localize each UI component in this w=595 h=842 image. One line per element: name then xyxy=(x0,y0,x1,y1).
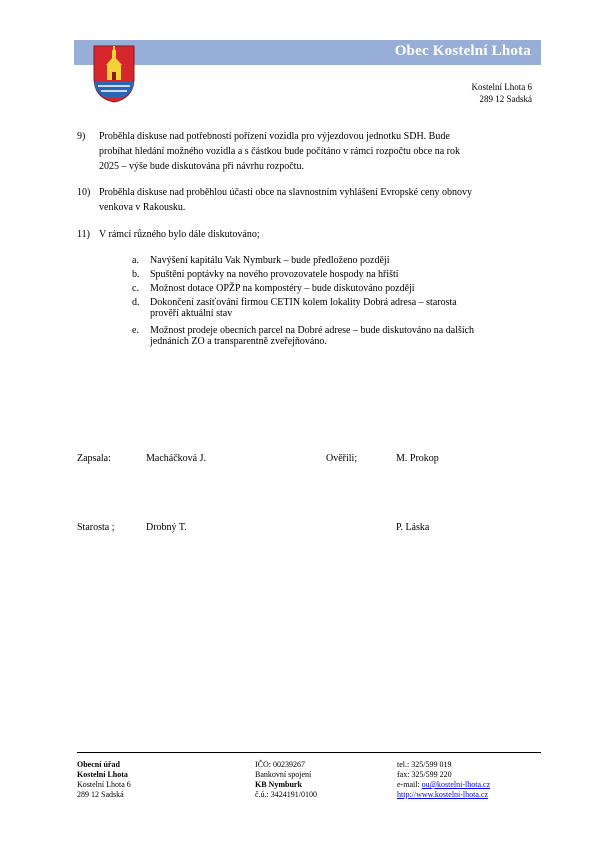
footer-bank xyxy=(255,760,317,800)
item-number: 9) xyxy=(77,131,86,142)
item-number: 10) xyxy=(77,187,91,198)
sub-item-line: jednáních ZO a transparentně zveřejňováno. xyxy=(150,336,327,347)
sub-item-letter: a. xyxy=(132,255,139,266)
item-line: venkova v Rakousku. xyxy=(99,202,186,213)
sub-item-line: Dokončení zasíťování firmou CETIN kolem lokality Dobrá adresa – starosta xyxy=(150,297,457,308)
sub-item-letter: d. xyxy=(132,297,140,308)
footer-tel: tel.: 325/599 019 xyxy=(397,760,452,769)
footer-fax: fax: 325/599 220 xyxy=(397,770,452,779)
mayor-label: Starosta ; xyxy=(77,522,115,533)
sub-item-letter: b. xyxy=(132,269,140,280)
coat-of-arms-icon xyxy=(92,44,136,104)
second-signatory-name: P. Láska xyxy=(396,522,430,533)
item-line: 2025 – výše bude diskutována při návrhu rozpočtu. xyxy=(99,161,304,172)
item-line: V rámci různého bylo dále diskutováno; xyxy=(99,229,260,240)
footer-account: č.ú.: 3424191/0100 xyxy=(255,790,317,799)
footer-web-link[interactable]: http://www.kostelni-lhota.cz xyxy=(397,790,489,799)
verified-name: M. Prokop xyxy=(396,453,439,464)
sub-item-line: Možnost prodeje obecních parcel na Dobré adrese – bude diskutováno na dalších xyxy=(150,325,475,336)
footer-ico: IČO: 00239267 xyxy=(255,760,305,769)
municipality-title: Obec Kostelní Lhota xyxy=(394,43,531,59)
footer-contact xyxy=(397,760,490,800)
sub-item-line: Spuštění poptávky na nového provozovatele hospody na hřišti xyxy=(150,269,399,280)
footer-divider xyxy=(77,752,541,753)
footer-office-village: Kostelní Lhota xyxy=(77,770,128,779)
header-address xyxy=(472,81,533,105)
footer-email-label: e-mail: xyxy=(397,780,422,789)
footer-office-city: 289 12 Sadská xyxy=(77,790,124,799)
address-line-1: Kostelní Lhota 6 xyxy=(471,82,532,92)
mayor-name: Drobný T. xyxy=(146,522,187,533)
verified-label: Ověřili; xyxy=(326,453,358,464)
sub-item-letter: e. xyxy=(132,325,139,336)
address-line-2: 289 12 Sadská xyxy=(479,94,532,104)
sub-item-line: Navýšení kapitálu Vak Nymburk – bude předloženo později xyxy=(150,255,390,266)
item-line: Proběhla diskuse nad proběhlou účastí obce na slavnostním vyhlášení Evropské ceny obnovy xyxy=(99,187,472,198)
recorded-label: Zapsala: xyxy=(77,453,111,464)
recorded-name: Macháčková J. xyxy=(146,453,206,464)
footer-office-name: Obecní úřad xyxy=(77,760,120,769)
sub-item-letter: c. xyxy=(132,283,139,294)
footer-bank-name: KB Nymburk xyxy=(255,780,302,789)
item-line: Proběhla diskuse nad potřebností pořízení vozidla pro výjezdovou jednotku SDH. Bude xyxy=(99,131,450,142)
item-number: 11) xyxy=(77,229,90,240)
sub-item-line: Možnost dotace OPŽP na kompostéry – bude diskutováno později xyxy=(150,283,415,294)
footer-bank-label: Bankovní spojení xyxy=(255,770,312,779)
sub-item-line: prověří aktuální stav xyxy=(150,308,233,319)
footer-email-row xyxy=(397,780,490,790)
footer-office xyxy=(77,760,131,800)
footer-email-link[interactable]: ou@kostelni-lhota.cz xyxy=(421,780,491,789)
item-line: probíhat hledání možného vozidla a s částkou bude počítáno v rámci rozpočtu obce na rok xyxy=(99,146,460,157)
footer-office-street: Kostelní Lhota 6 xyxy=(77,780,131,789)
header-banner xyxy=(74,40,541,65)
